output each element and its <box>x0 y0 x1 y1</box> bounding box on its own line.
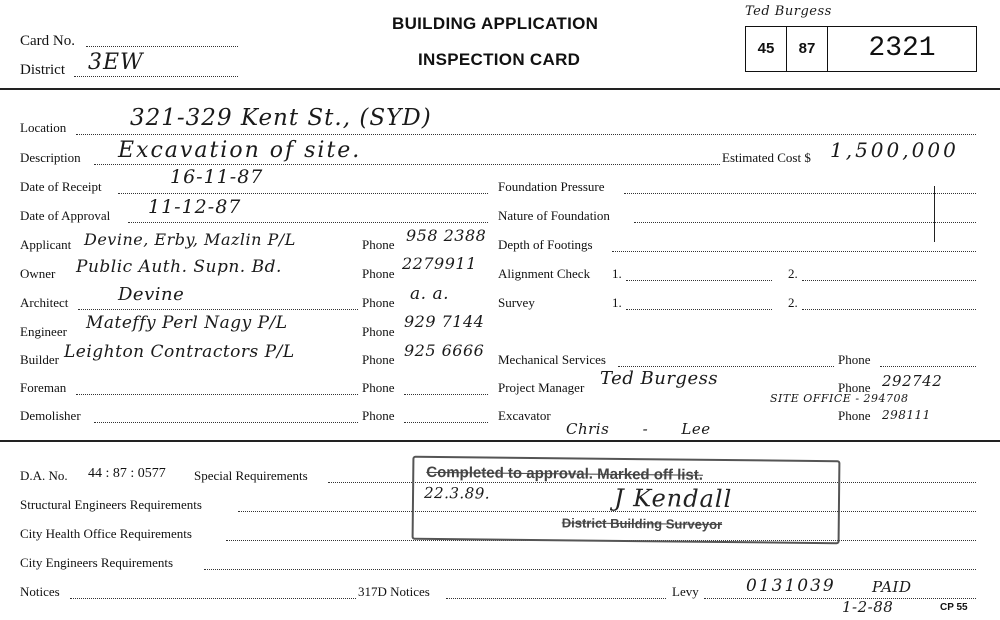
structural-label: Structural Engineers Requirements <box>20 497 202 512</box>
description-value: Excavation of site. <box>118 138 362 163</box>
description-line <box>94 164 720 165</box>
header-rule <box>0 88 1000 90</box>
foreman-phone-line <box>404 394 488 395</box>
form-subtitle: INSPECTION CARD <box>418 50 581 69</box>
approval-line <box>128 222 488 223</box>
card-number: 2321 <box>868 33 936 64</box>
notices-317d-label: 317D Notices <box>358 584 430 599</box>
excavator-phone: 298111 <box>882 408 931 422</box>
mechanical-services-line <box>618 366 834 367</box>
applicant-phone: 958 2388 <box>406 226 487 245</box>
engineer-phone: 929 7144 <box>404 312 485 331</box>
stamp-line1: Completed to approval. Marked off list. <box>426 463 704 484</box>
survey-line-2 <box>802 309 976 310</box>
engineer-value: Mateffy Perl Nagy P/L <box>86 313 288 333</box>
excavator-phone-label: Phone <box>838 408 871 423</box>
survey-num-1: 1. <box>612 295 622 310</box>
survey-label: Survey <box>498 295 535 310</box>
project-manager-value: Ted Burgess <box>600 368 719 389</box>
da-value: 44 : 87 : 0577 <box>88 466 166 481</box>
city-engineers-line <box>204 569 976 570</box>
foreman-label: Foreman <box>20 380 67 395</box>
receipt-label: Date of Receipt <box>20 179 102 194</box>
description-label: Description <box>20 150 81 165</box>
site-office-note: SITE OFFICE - 294708 <box>770 392 909 405</box>
alignment-line-2 <box>802 280 976 281</box>
box-code-b: 87 <box>787 27 828 71</box>
mechanical-phone-line <box>880 366 976 367</box>
project-manager-phone-label: Phone <box>838 380 871 395</box>
architect-line <box>78 309 358 310</box>
applicant-label: Applicant <box>20 237 72 252</box>
stamp-signature: J Kendall <box>613 483 733 514</box>
mechanical-services-label: Mechanical Services <box>498 352 606 367</box>
architect-label: Architect <box>20 295 69 310</box>
receipt-value: 16-11-87 <box>170 166 264 188</box>
alignment-num-2: 2. <box>788 266 798 281</box>
nature-foundation-line <box>634 222 976 223</box>
form-title: BUILDING APPLICATION <box>392 14 599 33</box>
location-line <box>76 134 976 135</box>
alignment-check-label: Alignment Check <box>498 266 591 281</box>
foreman-line <box>76 394 358 395</box>
city-engineers-label: City Engineers Requirements <box>20 555 174 570</box>
foundation-pressure-label: Foundation Pressure <box>498 179 605 194</box>
nature-foundation-label: Nature of Foundation <box>498 208 610 223</box>
stamp-footer: District Building Surveyor <box>561 515 723 533</box>
foreman-phone-label: Phone <box>362 380 395 395</box>
architect-phone: a. a. <box>410 284 449 304</box>
middle-rule <box>0 440 1000 442</box>
mechanical-phone-label: Phone <box>838 352 871 367</box>
city-health-label: City Health Office Requirements <box>20 526 192 541</box>
district-label: District <box>20 62 65 78</box>
foundation-pressure-line <box>624 193 976 194</box>
notices-317d-line <box>446 598 666 599</box>
levy-line <box>704 598 976 599</box>
notices-label: Notices <box>20 584 60 599</box>
project-manager-label: Project Manager <box>498 380 585 395</box>
architect-phone-label: Phone <box>362 295 395 310</box>
builder-phone-label: Phone <box>362 352 395 367</box>
demolisher-phone-label: Phone <box>362 408 395 423</box>
survey-line-1 <box>626 309 772 310</box>
builder-phone: 925 6666 <box>404 341 485 360</box>
special-requirements-label: Special Requirements <box>194 468 308 483</box>
box-code-a: 45 <box>746 27 787 71</box>
stamp-date: 22.3.89. <box>423 483 491 503</box>
alignment-line-1 <box>626 280 772 281</box>
notices-line <box>70 598 356 599</box>
demolisher-line <box>94 422 358 423</box>
top-note: Ted Burgess <box>745 4 832 19</box>
card-no-label: Card No. <box>20 33 75 49</box>
builder-value: Leighton Contractors P/L <box>64 342 295 362</box>
card-number-box <box>745 26 977 72</box>
paid-date: 1-2-88 <box>842 598 894 616</box>
applicant-value: Devine, Erby, Mazlin P/L <box>84 230 296 249</box>
excavator-label: Excavator <box>498 408 551 423</box>
owner-label: Owner <box>20 266 56 281</box>
survey-num-2: 2. <box>788 295 798 310</box>
architect-value: Devine <box>118 284 185 305</box>
estimated-cost-label: Estimated Cost $ <box>722 150 811 165</box>
excavator-value: Chris - Lee <box>566 420 711 438</box>
pen-mark <box>934 186 935 242</box>
estimated-cost-value: 1,500,000 <box>830 138 959 162</box>
receipt-line <box>118 193 488 194</box>
applicant-phone-label: Phone <box>362 237 395 252</box>
approval-value: 11-12-87 <box>148 196 242 218</box>
levy-label: Levy <box>672 584 699 599</box>
completion-stamp <box>412 456 841 544</box>
engineer-label: Engineer <box>20 324 67 339</box>
alignment-num-1: 1. <box>612 266 622 281</box>
paid-mark: PAID <box>872 578 912 596</box>
owner-phone-label: Phone <box>362 266 395 281</box>
approval-label: Date of Approval <box>20 208 111 223</box>
depth-footings-line <box>612 251 976 252</box>
form-code: CP 55 <box>940 602 968 613</box>
location-label: Location <box>20 120 67 135</box>
owner-phone: 2279911 <box>402 254 477 273</box>
levy-value: 0131039 <box>746 576 836 596</box>
demolisher-label: Demolisher <box>20 408 81 423</box>
district-line <box>74 76 238 77</box>
demolisher-phone-line <box>404 422 488 423</box>
district-value: 3EW <box>88 50 144 75</box>
da-label: D.A. No. <box>20 468 68 483</box>
engineer-phone-label: Phone <box>362 324 395 339</box>
project-manager-phone: 292742 <box>882 372 943 390</box>
owner-value: Public Auth. Supn. Bd. <box>76 257 282 277</box>
depth-footings-label: Depth of Footings <box>498 237 593 252</box>
location-value: 321-329 Kent St., (SYD) <box>130 105 432 131</box>
card-no-line <box>86 46 238 47</box>
builder-label: Builder <box>20 352 59 367</box>
